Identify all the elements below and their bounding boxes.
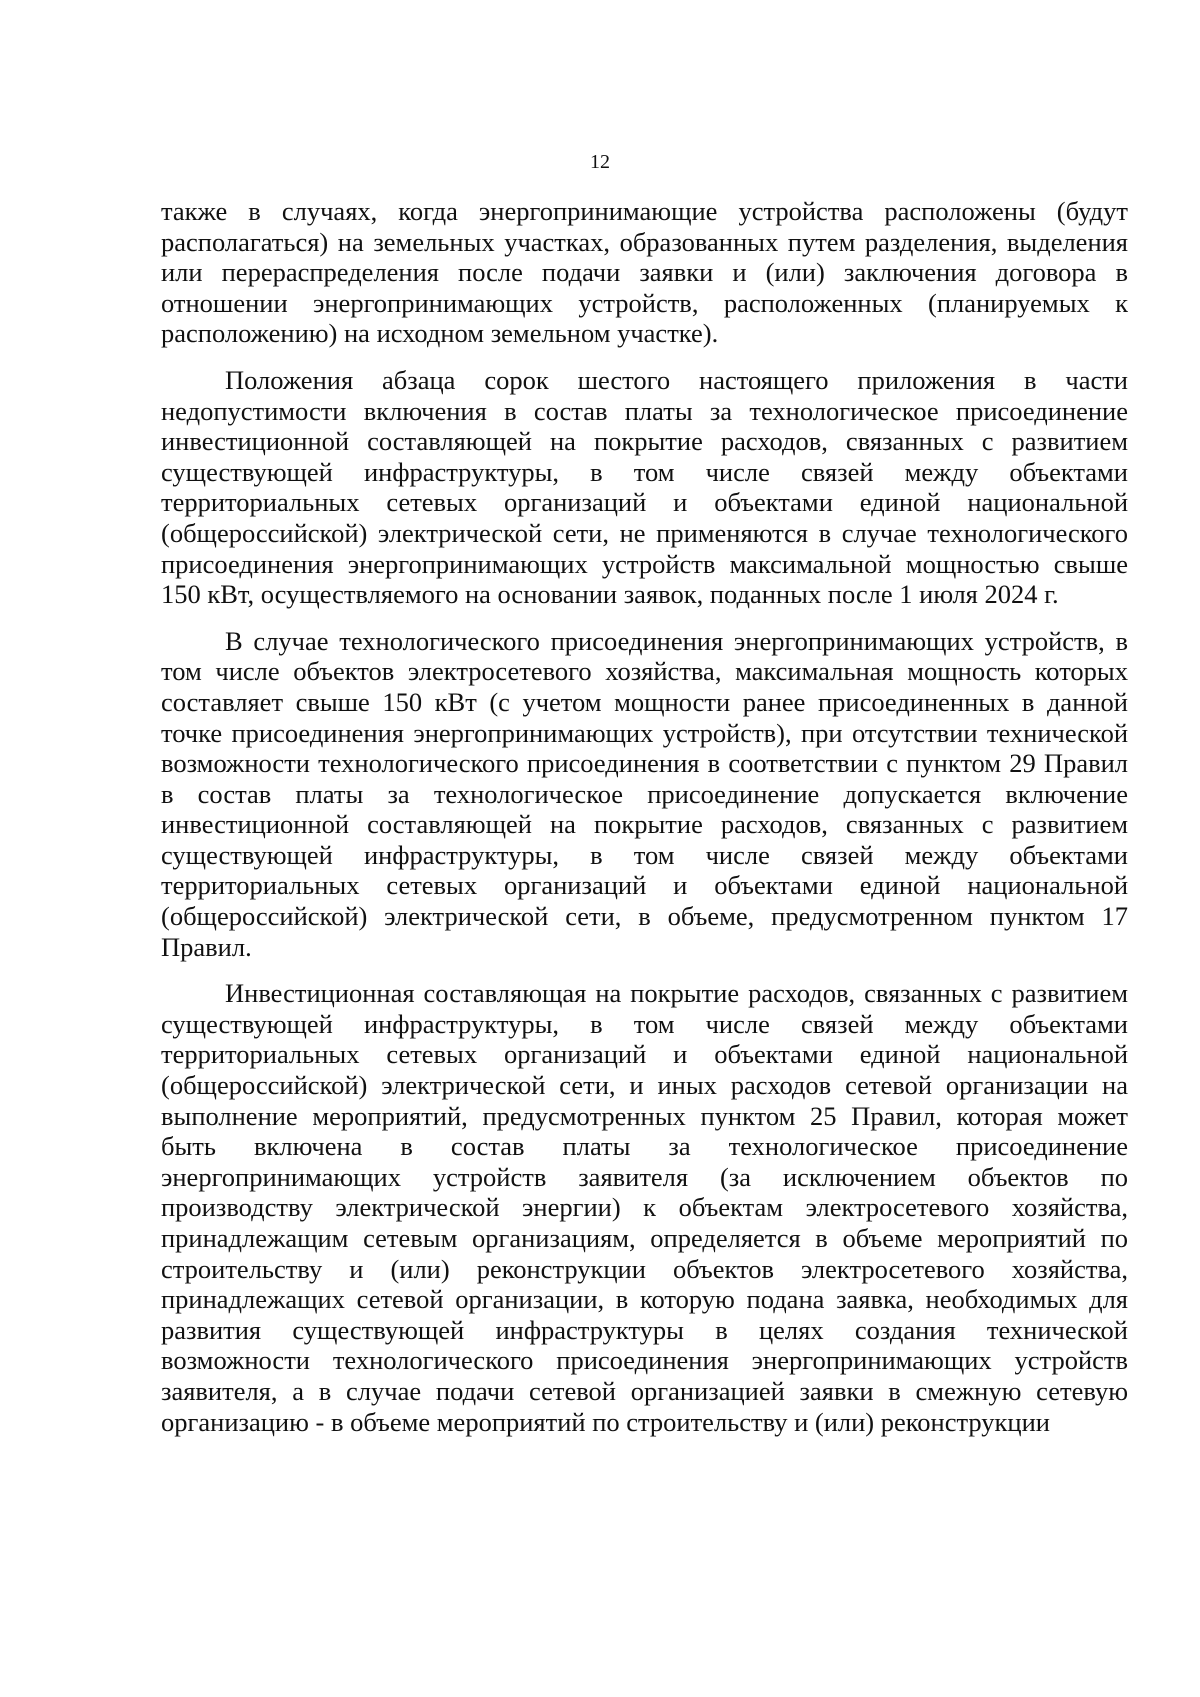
paragraph-continuation: также в случаях, когда энергопринимающие устройства расположены (будут располагаться) на земельных участках, образованных путем разделения, выделения или перераспределения после подачи заявки и (или) заключения договора в отношении энергопринимающих устройств, расположенных (планируемых к расположению) на исходном земельном участке). bbox=[161, 196, 1128, 349]
document-body bbox=[161, 196, 1128, 1437]
paragraph-investment-component: Инвестиционная составляющая на покрытие расходов, связанных с развитием существующей инфраструктуры, в том числе связей между объектами территориальных сетевых организаций и объектами единой национальной (общероссийской) электрической сети, и иных расходов сетевой организации на выполнение мероприятий, предусмотренных пунктом 25 Правил, которая может быть включена в состав платы за технологическое присоединение энергопринимающих устройств заявителя (за исключением объектов по производству электрической энергии) к объектам электросетевого хозяйства, принадлежащим сетевым организациям, определяется в объеме мероприятий по строительству и (или) реконструкции объектов электросетевого хозяйства, принадлежащих сетевой организации, в которую подана заявка, необходимых для развития существующей инфраструктуры в целях создания технической возможности технологического присоединения энергопринимающих устройств заявителя, а в случае подачи сетевой организацией заявки в смежную сетевую организацию - в объеме мероприятий по строительству и (или) реконструкции bbox=[161, 978, 1128, 1437]
paragraph-investment-inclusion: В случае технологического присоединения энергопринимающих устройств, в том числе объектов электросетевого хозяйства, максимальная мощность которых составляет свыше 150 кВт (с учетом мощности ранее присоединенных в данной точке присоединения энергопринимающих устройств), при отсутствии технической возможности технологического присоединения в соответствии с пунктом 29 Правил в состав платы за технологическое присоединение допускается включение инвестиционной составляющей на покрытие расходов, связанных с развитием существующей инфраструктуры, в том числе связей между объектами территориальных сетевых организаций и объектами единой национальной (общероссийской) электрической сети, в объеме, предусмотренном пунктом 17 Правил. bbox=[161, 625, 1128, 962]
paragraph-exemption: Положения абзаца сорок шестого настоящего приложения в части недопустимости включения в состав платы за технологическое присоединение инвестиционной составляющей на покрытие расходов, связанных с развитием существующей инфраструктуры, в том числе связей между объектами территориальных сетевых организаций и объектами единой национальной (общероссийской) электрической сети, не применяются в случае технологического присоединения энергопринимающих устройств максимальной мощностью свыше 150 кВт, осуществляемого на основании заявок, поданных после 1 июля 2024 г. bbox=[161, 364, 1128, 610]
page-number: 12 bbox=[590, 151, 610, 173]
